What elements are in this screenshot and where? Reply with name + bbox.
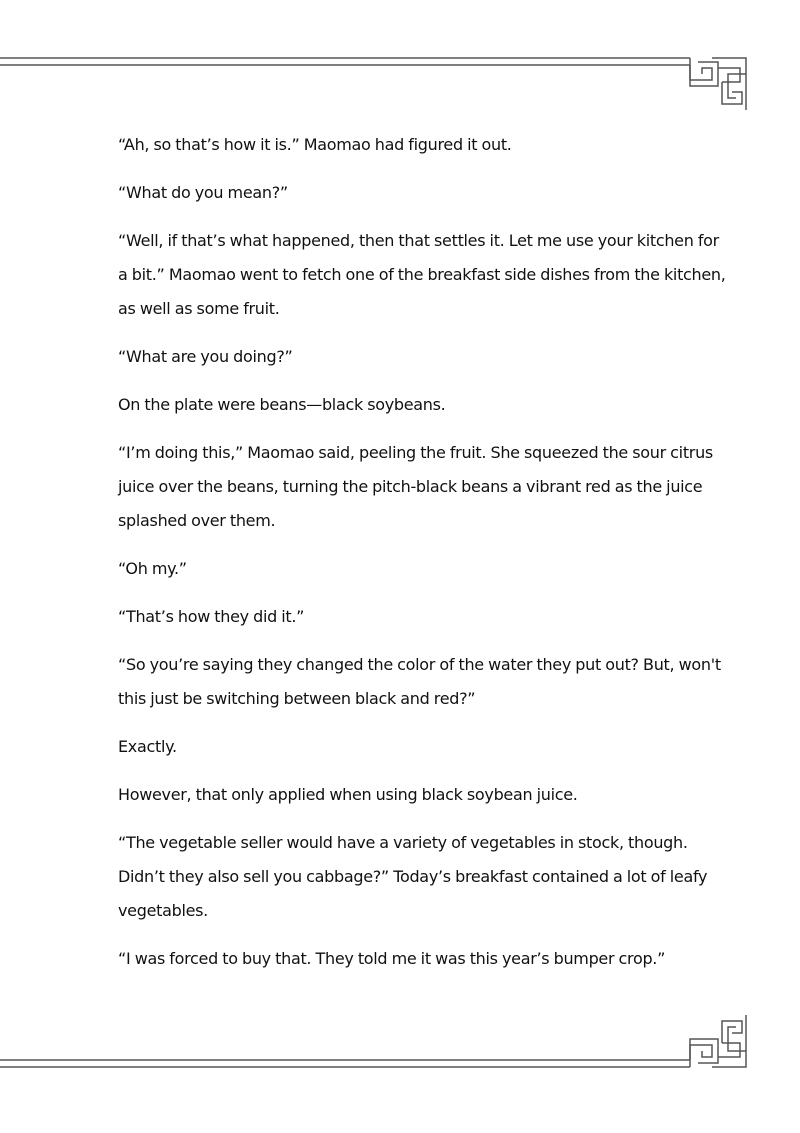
paragraph: Exactly. <box>118 737 177 756</box>
bottom-decorative-border <box>0 1015 800 1085</box>
paragraph: “Oh my.” <box>118 559 187 578</box>
paragraph: “That’s how they did it.” <box>118 607 305 626</box>
paragraph: “What are you doing?” <box>118 347 293 366</box>
paragraph: “The vegetable seller would have a variety of vegetables in stock, though. Didn’t they also sell you cabbage?” Today’s breakfast contained a lot of leafy vegetables. <box>118 833 708 920</box>
document-body <box>118 128 728 990</box>
top-decorative-border <box>0 40 800 110</box>
paragraph: “What do you mean?” <box>118 183 288 202</box>
paragraph: “I was forced to buy that. They told me it was this year’s bumper crop.” <box>118 949 666 968</box>
paragraph: “Ah, so that’s how it is.” Maomao had figured it out. <box>118 135 512 154</box>
paragraph: However, that only applied when using black soybean juice. <box>118 785 578 804</box>
paragraph: “I’m doing this,” Maomao said, peeling the fruit. She squeezed the sour citrus juice over the beans, turning the pitch-black beans a vibrant red as the juice splashed over them. <box>118 443 713 530</box>
paragraph: On the plate were beans—black soybeans. <box>118 395 446 414</box>
paragraph: “So you’re saying they changed the color of the water they put out? But, won't this just be switching between black and red?” <box>118 655 721 708</box>
paragraph: “Well, if that’s what happened, then that settles it. Let me use your kitchen for a bit.” Maomao went to fetch one of the breakfast side dishes from the kitchen, as well as some fruit. <box>118 231 726 318</box>
